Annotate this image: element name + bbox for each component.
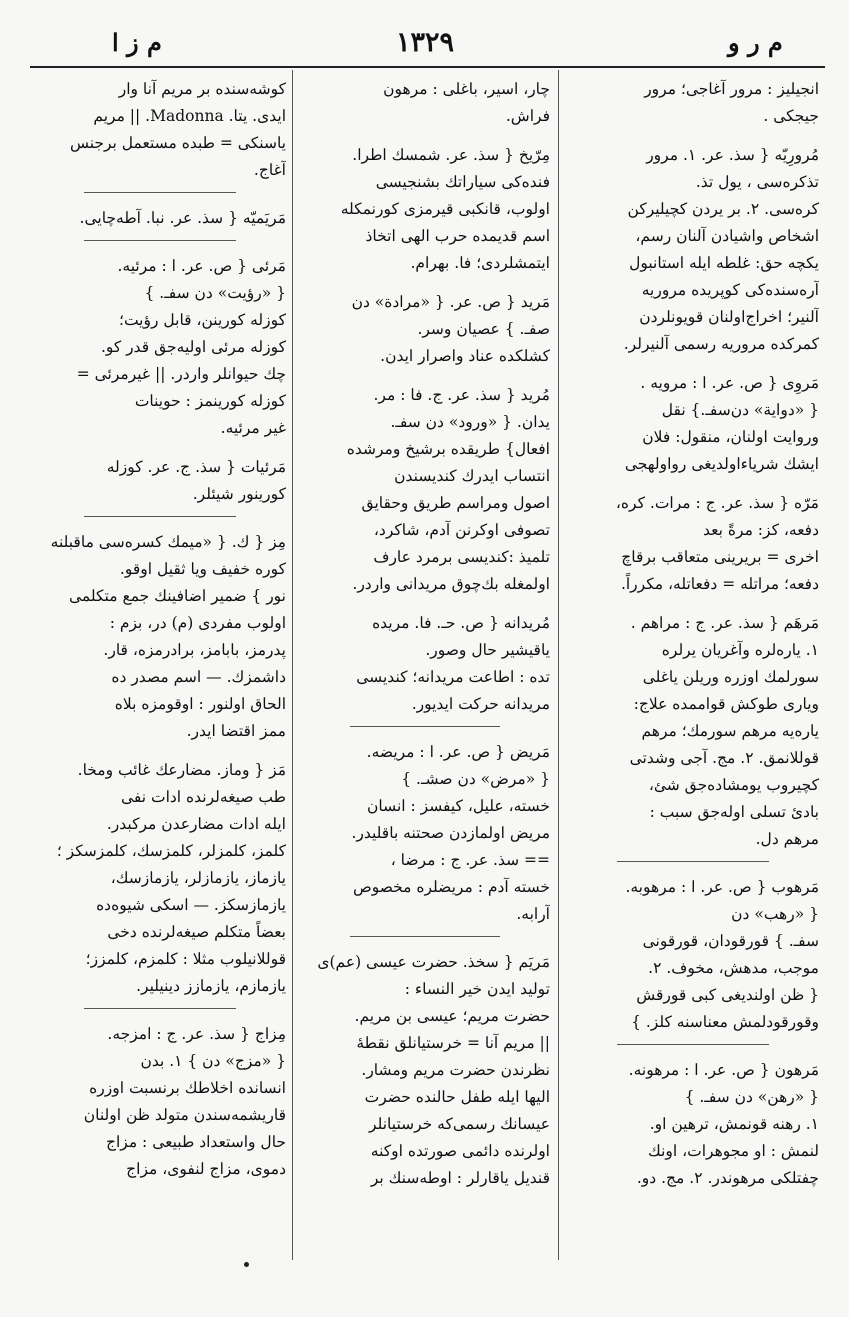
entry-text-line: ممز اقتضا ايدر. [186, 722, 286, 740]
entry-text-line: حضرت مريم؛ عيسى بن مريم. [354, 1007, 550, 1025]
dictionary-entry [567, 1057, 819, 1192]
entry-text-line: ويارى طوكش قواممده علاج: [633, 695, 819, 713]
entry-text-line: فراش. [505, 107, 550, 125]
dictionary-entry [567, 142, 819, 358]
entry-separator [617, 861, 768, 862]
page-mark [244, 1262, 249, 1267]
entry-text-line: كچيروب يومشاده‌جق شئ، [648, 776, 819, 794]
dictionary-entry [34, 205, 286, 232]
entry-headline: مَز { وماز. مضارعك غائب ومخا. [77, 761, 286, 779]
entry-text-line: يازماز، يازمازلر، يازمازسك، [110, 869, 286, 887]
entry-text-line: كوزله كورينمز : حوينات [134, 392, 286, 410]
entry-headline: مَرئيات { سذ. ج. عر. كوزله [106, 458, 286, 476]
entry-separator [84, 240, 235, 241]
dictionary-entry [300, 382, 550, 598]
entry-text-line: خسته آدم : مريضلره مخصوص [352, 878, 550, 896]
entry-text-line: ١. رهنه قونمش، ترهين او. [649, 1115, 819, 1133]
entry-text-line: تلميذ :كنديسى برمرد عارف [373, 548, 550, 566]
entry-text-line: مرهم دل. [755, 830, 819, 848]
entry-headline: مَرهَم { سذ. عر. ج : مراهم . [630, 614, 819, 632]
entry-text-line: اولمغله بك‌چوق مريدانى واردر. [352, 575, 550, 593]
entry-text-line: كره‌سى. ٢. بر يردن كچيليركن [627, 200, 819, 218]
entry-text-line: آره‌سنده‌كى كوپريده مروريه [641, 281, 819, 299]
dictionary-entry [300, 739, 550, 928]
entry-text-line: توليد ايدن خير النساء : [404, 980, 550, 998]
entry-headline: مَرئى { ص. عر. ا : مرئيه. [117, 257, 286, 275]
column-right [567, 76, 819, 1192]
entry-text-line: == سذ. عر. ج : مرضا ، [390, 851, 550, 869]
entry-text-line: كلمز، كلمزلر، كلمزسك، كلمزسكز ؛ [56, 842, 286, 860]
entry-text-line: { «رهن» دن سفـ. } [684, 1088, 819, 1106]
entry-text-line: ياسنكى = طبده مستعمل برجنس [69, 134, 286, 152]
entry-text-line: نور } ضمير اضافينك جمع متكلمى [68, 587, 286, 605]
column-left [34, 76, 286, 1183]
entry-text-line: وروايت اولنان، منقول: فلان [642, 428, 819, 446]
entry-text-line: { ظن اولنديغى كبى قورقش [636, 986, 819, 1004]
header-left-letters: م ز ا [112, 28, 162, 57]
entry-headline: مِز { ك. { «ميمك كسره‌سى ماقبلنه [50, 533, 286, 551]
entry-text-line: موجب، مدهش، مخوف. ٢. [648, 959, 819, 977]
entry-separator [617, 1044, 768, 1045]
entry-text-line: { «مزج» دن } ١. بدن [140, 1052, 286, 1070]
entry-text-line: دفعه؛ مراتله = دفعاتله، مكرراً. [620, 575, 819, 593]
entry-headline: مَروِى { ص. عر. ا : مرويه . [640, 374, 819, 392]
entry-text-line: كورينور شيئلر. [192, 485, 286, 503]
entry-text-line: وقورقودلمش معناسنه كلز. } [631, 1013, 819, 1031]
entry-text-line: ١. ياره‌لره وآغريان يرلره [661, 641, 819, 659]
entry-text-line: ايشك شرياءاولديغى رواولهجى [624, 455, 819, 473]
entry-text-line: فنده‌كى سياراتك بشنجيسى [375, 173, 550, 191]
entry-text-line: اليها ايله طفل حالنده حضرت [364, 1088, 550, 1106]
entry-text-line: دموى، مزاج لنفوى، مزاج [126, 1160, 286, 1178]
entry-headline: مَريَم { سخذ. حضرت عيسى (عم)ى [317, 953, 550, 971]
entry-text-line: سورلمك اوزره وريلن ياغلى [642, 668, 819, 686]
dictionary-entry [34, 529, 286, 745]
entry-text-line: داشمزك. — اسم مصدر ده [111, 668, 286, 686]
entry-text-line: يدان. { «ورود» دن سفـ. [390, 413, 550, 431]
entry-text-line: تذكره‌سى ، يول تذ. [695, 173, 819, 191]
page-number: ١٣٢٩ [395, 27, 454, 58]
entry-text-line: بعضاً متكلم صيغه‌لرنده دخى [107, 923, 286, 941]
entry-text-line: آلنير؛ اخراج‌اولنان قويونلردن [639, 308, 819, 326]
dictionary-entry [567, 76, 819, 130]
entry-text-line: ايله ادات مضارعدن مركبدر. [106, 815, 286, 833]
entry-text-line: كمركده مروريه رسمى آلنيرلر. [623, 335, 819, 353]
entry-text-line: يازمازسكز. — اسكى شيوه‌ده [96, 896, 286, 914]
column-divider [292, 70, 293, 1260]
entry-text-line: خسته، عليل، كيفسز : انسان [367, 797, 550, 815]
entry-text-line: چار، اسير، باغلى : مرهون [383, 80, 550, 98]
entry-headline: مَريد { ص. عر. { «مرادة» دن [351, 293, 550, 311]
entry-text-line: ايدى. يتا. Madonna. || مريم [93, 107, 286, 125]
entry-text-line: كشلكده عناد واصرار ايدن. [380, 347, 550, 365]
entry-headline: مُرورِيّه { سذ. عر. ١. مرور [646, 146, 819, 164]
entry-text-line: سفـ. } قورقودان، قورقونى [642, 932, 819, 950]
entry-text-line: نظرندن حضرت مريم ومشار. [361, 1061, 550, 1079]
entry-headline: مِرّيخ { سذ. عر. شمسك اطرا. [352, 146, 550, 164]
entry-text-line: پدرمز، بابامز، برادرمزه، قار. [103, 641, 286, 659]
entry-text-line: { «دواية» دن‌سفـ.} نقل [661, 401, 819, 419]
entry-text-line: اولرنده دائمى صورتده اوكنه [370, 1142, 550, 1160]
entry-text-line: اصول ومراسم طريق وحقايق [361, 494, 550, 512]
entry-text-line: قوللانمق. ٢. مج. آجى وشدتى [629, 749, 819, 767]
entry-text-line: دفعه، كز: مرةً بعد [703, 521, 819, 539]
entry-text-line: تصوفى اوكرنن آدم، شاكرد، [373, 521, 550, 539]
dictionary-entry [300, 76, 550, 130]
entry-text-line: مريدانه حركت ايديور. [411, 695, 550, 713]
entry-text-line: اخرى = بريرينى متعاقب برقاچ [621, 548, 819, 566]
entry-text-line: بادئ تسلى اوله‌جق سبب : [649, 803, 819, 821]
entry-headline: مُريدانه { ص. حـ. فا. مريده [372, 614, 550, 632]
column-middle [300, 76, 550, 1192]
entry-headline: مُريد { سذ. عر. ج. فا : مر. [373, 386, 550, 404]
entry-headline: مِزاج { سذ. عر. ج : امزجه. [107, 1025, 286, 1043]
entry-text-line: انتساب ايدرك كنديسندن [394, 467, 550, 485]
dictionary-entry [34, 454, 286, 508]
entry-text-line: آغاج. [253, 161, 286, 179]
entry-text-line: كوشه‌سنده بر مريم آنا وار [118, 80, 286, 98]
entry-text-line: انسانده اخلاطك برنسبت اوزره [89, 1079, 286, 1097]
entry-headline: مَريض { ص. عر. ا : مريضه. [366, 743, 550, 761]
header-right-letters: م ر و [728, 28, 783, 57]
dictionary-entry [34, 1021, 286, 1183]
entry-headline: مَرهوب { ص. عر. ا : مرهوبه. [625, 878, 819, 896]
entry-text-line: مريض اولمازدن صحتنه باقليدر. [351, 824, 550, 842]
entry-text-line: || مريم آنا = خرستيانلق نقطهٔ [356, 1034, 550, 1052]
entry-text-line: افعال} طريقده برشيخ ومرشده [346, 440, 550, 458]
entry-text-line: چفتلكى مرهوندر. ٢. مج. دو. [636, 1169, 819, 1187]
entry-text-line: يازمازم، يازمازز دينيلير. [136, 977, 286, 995]
entry-text-line: لنمش : او مجوهرات، اونك [648, 1142, 819, 1160]
entry-text-line: { «مرض» دن صشـ. } [401, 770, 550, 788]
entry-text-line: اولوب، قانكبى قيرمزى كورنمكله [340, 200, 550, 218]
entry-separator [84, 1008, 235, 1009]
entry-text-line: چك حيوانلر واردر. || غيرمرئى = [76, 365, 286, 383]
entry-text-line: غير مرئيه. [220, 419, 286, 437]
entry-headline: مَرهون { ص. عر. ا : مرهونه. [628, 1061, 819, 1079]
entry-text-line: اشخاص واشيادن آلنان رسم، [635, 227, 819, 245]
dictionary-entry [300, 610, 550, 718]
entry-text-line: صفـ. } عصيان وسر. [417, 320, 550, 338]
entry-text-line: اسم قديمده حرب الهى اتخاذ [365, 227, 550, 245]
entry-text-line: عيسانك رسمى‌كه خرستيانلر [369, 1115, 550, 1133]
entry-text-line: حال واستعداد طبيعى : مزاج [105, 1133, 286, 1151]
entry-text-line: كوزله مرئى اوليه‌جق قدر كو. [100, 338, 286, 356]
entry-text-line: الحاق اولنور : اوقومزه بلاه [114, 695, 286, 713]
dictionary-entry [567, 370, 819, 478]
entry-separator [84, 516, 235, 517]
dictionary-entry [567, 490, 819, 598]
entry-separator [350, 936, 500, 937]
entry-text-line: طب صيغه‌لرنده ادات نفى [121, 788, 286, 806]
entry-text-line: كوزله كورينن، قابل رؤيت؛ [119, 311, 286, 329]
entry-headline: مَريَميّه { سذ. عر. نبا. آطه‌چايى. [79, 209, 286, 227]
entry-text-line: آرابه. [516, 905, 550, 923]
header-rule [30, 66, 825, 68]
entry-text-line: { «رؤيت» دن سفـ. } [144, 284, 286, 302]
entry-text-line: ايتمشلردى؛ فا. بهرام. [410, 254, 550, 272]
dictionary-entry [34, 253, 286, 442]
entry-text-line: يكچه حق: غلطه ايله استانبول [629, 254, 819, 272]
entry-text-line: اولوب مفردى (م) در، بزم : [109, 614, 286, 632]
entry-text-line: جيجكى . [763, 107, 819, 125]
entry-text-line: تده : اطاعت مريدانه؛ كنديسى [356, 668, 550, 686]
dictionary-entry [34, 757, 286, 1000]
entry-text-line: قاريشمه‌سندن متولد ظن اولنان [83, 1106, 286, 1124]
entry-text-line: ياقيشير حال وصور. [425, 641, 550, 659]
dictionary-entry [567, 610, 819, 853]
entry-text-line: كوره خفيف ويا ثقيل اوقو. [119, 560, 286, 578]
dictionary-entry [300, 289, 550, 370]
dictionary-entry [300, 142, 550, 277]
entry-text-line: { «رهب» دن [731, 905, 819, 923]
entry-separator [84, 192, 235, 193]
entry-headline: مَرّه { سذ. عر. ج : مرات. كره، [615, 494, 819, 512]
dictionary-entry [34, 76, 286, 184]
dictionary-entry [567, 874, 819, 1036]
entry-text-line: قنديل ياقارلر : اوطه‌سنك بر [370, 1169, 550, 1187]
entry-separator [350, 726, 500, 727]
column-divider [558, 70, 559, 1260]
dictionary-entry [300, 949, 550, 1192]
entry-text-line: قوللانيلوب مثلا : كلمزم، كلمزز؛ [85, 950, 286, 968]
entry-text-line: انجيليز : مرور آغاجى؛ مرور [644, 80, 819, 98]
entry-text-line: ياره‌يه مرهم سورمك؛ مرهم [641, 722, 819, 740]
